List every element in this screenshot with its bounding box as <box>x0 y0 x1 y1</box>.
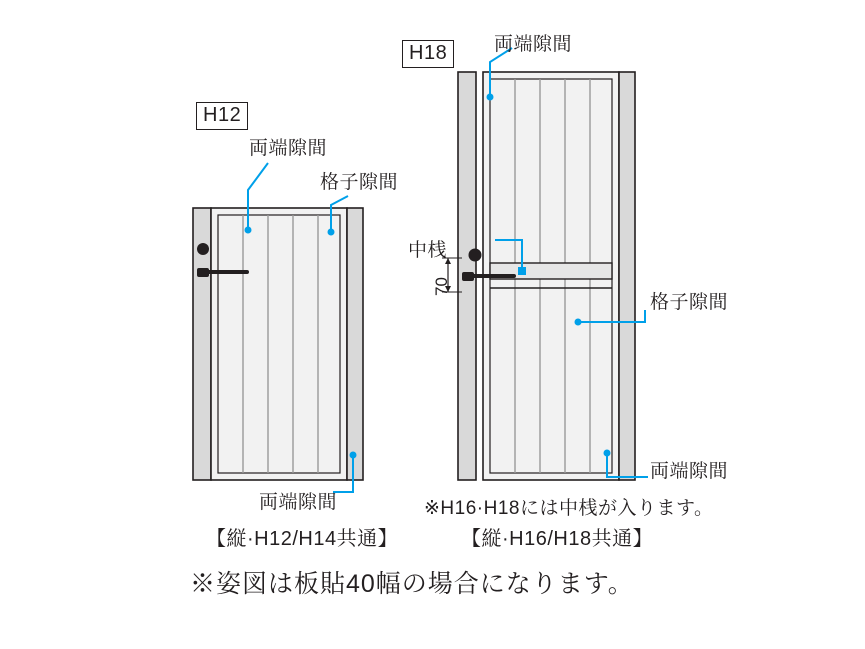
right-gate-drawing <box>442 48 648 480</box>
right-lattice-gap-callout: 格子隙間 <box>650 292 729 313</box>
left-gate-cylinder <box>197 243 209 255</box>
left-bottom-gap-callout: 両端隙間 <box>259 492 338 513</box>
left-gate-panel <box>211 208 347 480</box>
right-gate-cylinder <box>469 249 482 262</box>
left-gate-caption: 【縦·H12/H14共通】 <box>206 528 399 550</box>
left-gate-drawing <box>193 163 363 492</box>
left-gate-handle-lever <box>207 270 249 274</box>
right-gate-handle-lever <box>472 274 516 278</box>
right-gate-title: H18 <box>402 40 454 68</box>
left-gate-title: H12 <box>196 102 248 130</box>
left-top-gap-callout: 両端隙間 <box>249 138 328 159</box>
figure-footer-note: ※姿図は板貼40幅の場合になります。 <box>190 570 634 598</box>
right-gate-caption: 【縦·H16/H18共通】 <box>461 528 654 550</box>
right-middle-rail-leader-dot <box>518 267 526 275</box>
left-lattice-gap-leader-dot <box>328 229 335 236</box>
right-gate-note: ※H16·H18には中桟が入ります。 <box>424 498 714 519</box>
right-gate-latch-post <box>619 72 635 480</box>
left-top-gap-leader-dot <box>245 227 252 234</box>
right-top-gap-leader-dot <box>487 94 494 101</box>
right-lattice-gap-leader-dot <box>575 319 582 326</box>
right-bottom-gap-leader-dot <box>604 450 611 457</box>
left-gate-latch-post <box>347 208 363 480</box>
right-top-gap-callout: 両端隙間 <box>494 34 573 55</box>
right-middle-rail-callout: 中桟 <box>408 240 448 261</box>
left-bottom-gap-leader-dot <box>350 452 357 459</box>
right-gate-dimension-label: 70 <box>432 277 451 296</box>
left-lattice-gap-callout: 格子隙間 <box>320 172 399 193</box>
right-bottom-gap-callout: 両端隙間 <box>650 461 729 482</box>
